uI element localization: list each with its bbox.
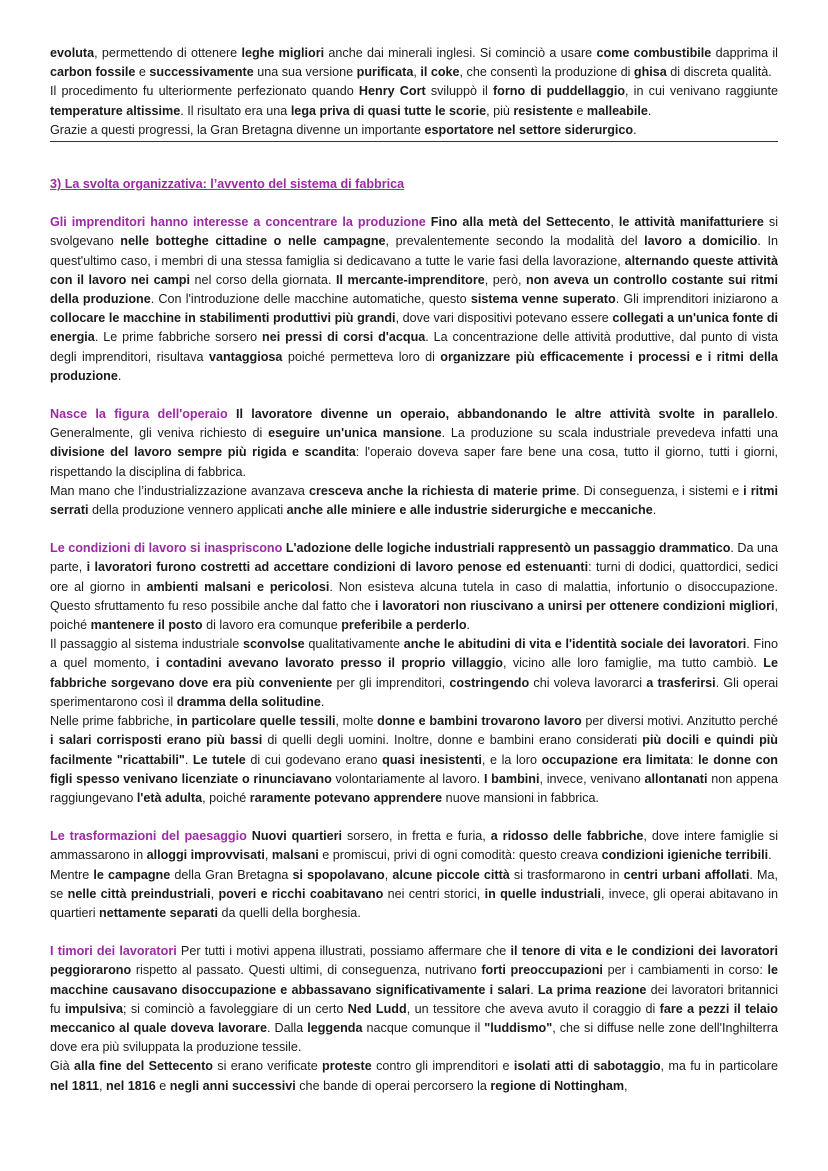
- bold-text: sconvolse: [243, 637, 305, 652]
- text-run: . Di conseguenza, i sistemi e: [576, 483, 744, 498]
- text-run: . Non esisteva alcuna tutela in caso di malattia, infortunio o disoccupazione. Questo sfruttamento fu reso possibile anche dal fatto che: [50, 579, 778, 613]
- section-body: [50, 194, 778, 1096]
- bold-text: regione di Nottingham: [490, 1078, 625, 1093]
- text-run: e: [135, 65, 150, 80]
- text-run: da quelli della borghesia.: [217, 905, 361, 920]
- text-run: ,: [610, 215, 619, 230]
- text-run: nei centri storici,: [383, 886, 485, 901]
- text-run: : turni di dodici, quattordici, sedici ore al giorno in: [50, 560, 779, 594]
- bold-text: alternando queste attività con il lavoro nei campi: [50, 253, 778, 287]
- bold-text: il posto: [157, 618, 203, 633]
- bold-text: impulsiva: [64, 1001, 123, 1016]
- paragraph: [50, 213, 778, 386]
- text-run: sviluppò il: [425, 84, 493, 99]
- bold-text: Nuovi quartieri: [251, 829, 343, 844]
- bold-text: forti preoccupazioni: [481, 963, 603, 978]
- text-run: nuove mansioni in fabbrica.: [442, 790, 600, 805]
- bold-text: i lavoratori non riuscivano a unirsi per ottenere condizioni migliori: [374, 598, 775, 613]
- text-run: si trasformarono in: [509, 867, 624, 882]
- text-run: di cui godevano erano: [245, 752, 383, 767]
- bold-text: nel 1816: [106, 1078, 156, 1093]
- bold-text: Le tutele: [192, 752, 246, 767]
- text-run: ; si cominciò a favoleggiare di un certo: [122, 1001, 348, 1016]
- text-run: .: [117, 368, 122, 383]
- bold-text: temperature altissime: [50, 103, 181, 118]
- bold-text: Il lavoratore divenne un operaio, abbandonando le altre attività svolte in parallelo: [236, 407, 775, 422]
- text-run: rispetto al passato. Questi ultimi, di conseguenza, nutrivano: [131, 963, 482, 978]
- bold-text: malsani: [271, 848, 319, 863]
- paragraph: [50, 866, 778, 924]
- text-run: ,: [210, 886, 219, 901]
- bold-text: nelle botteghe cittadine o nelle campagne: [120, 234, 386, 249]
- bold-text: dramma della solitudine: [176, 694, 321, 709]
- bold-text: Fino alla metà del Settecento: [430, 215, 611, 230]
- bold-text: L'adozione delle logiche industriali rappresentò un passaggio drammatico: [285, 541, 731, 556]
- subheading-lead: I timori dei lavoratori: [50, 944, 177, 959]
- bold-text: isolati atti di sabotaggio: [513, 1059, 661, 1074]
- bold-text: anche le abitudini di vita e l'identità sociale dei lavoratori: [403, 637, 747, 652]
- paragraph: [50, 1057, 778, 1095]
- bold-text: negli anni successivi: [169, 1078, 296, 1093]
- text-run: Man mano che l’industrializzazione avanzava: [50, 483, 309, 498]
- text-run: .: [768, 848, 772, 863]
- bold-text: fare a pezzi il telaio meccanico al quale doveva lavorare: [50, 1001, 778, 1035]
- bold-text: i salari corrisposti erano più bassi: [50, 733, 263, 748]
- paragraph: [50, 44, 778, 82]
- subheading-lead: Le condizioni di lavoro si inaspriscono: [50, 541, 283, 556]
- spacer: [50, 808, 778, 827]
- bold-text: le attività manifatturiere: [618, 215, 764, 230]
- bold-text: anche alle miniere e alle industrie siderurgiche e meccaniche: [286, 503, 653, 518]
- bold-text: eseguire un'unica mansione: [268, 426, 442, 441]
- bold-text: Ned Ludd: [347, 1001, 407, 1016]
- text-run: .: [652, 503, 657, 518]
- intro-section: [50, 44, 778, 142]
- bold-text: nettamente separati: [99, 905, 218, 920]
- subheading-lead: Le trasformazioni del paesaggio: [50, 829, 247, 844]
- text-run: , molte: [335, 714, 378, 729]
- bold-text: raramente potevano apprendere: [249, 790, 443, 805]
- text-run: , che consentì la produzione di: [459, 65, 634, 80]
- bold-text: centri urbani affollati: [623, 867, 750, 882]
- text-run: di lavoro era comunque: [202, 618, 342, 633]
- text-run: per diversi motivi. Anzitutto perché: [581, 714, 778, 729]
- text-run: :: [690, 752, 699, 767]
- text-run: dei lavoratori britannici fu: [50, 982, 778, 1016]
- bold-text: le campagne: [93, 867, 171, 882]
- bold-text: collegati a un'unica fonte di energia: [50, 311, 779, 345]
- text-run: di discreta qualità.: [666, 65, 772, 80]
- text-run: e: [155, 1078, 170, 1093]
- bold-text: condizioni igieniche terribili: [601, 848, 769, 863]
- bold-text: il coke: [420, 65, 460, 80]
- text-run: , che si diffuse nelle zone dell'Inghilterra dove era più sviluppata la produzione tessile.: [50, 1020, 778, 1055]
- spacer: [50, 386, 778, 405]
- bold-text: forno di puddellaggio: [492, 84, 626, 99]
- bold-text: resistente: [513, 103, 573, 118]
- text-run: una sua versione: [253, 65, 357, 80]
- bold-text: nel 1811: [50, 1078, 100, 1093]
- text-run: della produzione vennero applicati: [88, 503, 287, 518]
- bold-text: a ridosso delle fabbriche: [490, 829, 644, 844]
- text-run: , poiché: [50, 598, 778, 633]
- bold-text: il tenore di vita e le condizioni dei lavoratori peggiorarono: [50, 944, 778, 978]
- text-run: ,: [624, 1078, 628, 1093]
- bold-text: proteste: [322, 1059, 372, 1074]
- paragraph: [50, 482, 778, 520]
- bold-text: come combustibile: [596, 46, 712, 60]
- text-run: .: [530, 982, 538, 997]
- bold-text: costringendo: [449, 675, 530, 690]
- text-run: . Le prime fabbriche sorsero: [94, 330, 263, 345]
- bold-text: evoluta: [50, 46, 95, 60]
- text-run: contro gli imprenditori e: [371, 1059, 514, 1074]
- text-run: nacque comunque il: [362, 1020, 485, 1035]
- text-run: Nelle prime fabbriche,: [50, 714, 177, 729]
- bold-text: esportatore nel settore siderurgico: [424, 122, 634, 137]
- bold-text: l'età adulta: [136, 790, 203, 805]
- bold-text: I bambini: [483, 771, 540, 786]
- paragraph: [50, 712, 778, 808]
- text-run: si svolgevano: [50, 215, 779, 249]
- text-run: e: [572, 103, 587, 118]
- bold-text: nelle città preindustriali: [67, 886, 211, 901]
- text-run: . Ma, se: [50, 867, 778, 901]
- bold-text: in particolare quelle tessili: [176, 714, 336, 729]
- paragraph: [50, 82, 778, 120]
- text-run: , vicino alle loro famiglie, ma tutto cambiò.: [502, 656, 764, 671]
- spacer: [50, 923, 778, 942]
- text-run: , invece, gli operai abitavano in quartieri: [50, 886, 779, 920]
- bold-text: allontanati: [644, 771, 708, 786]
- bold-text: ambienti malsani e pericolosi: [146, 579, 330, 594]
- text-run: .: [466, 618, 471, 633]
- bold-text: più docili e quindi più facilmente "ricattabili": [50, 733, 778, 767]
- text-run: : l'operaio doveva saper fare bene una cosa, tutto il giorno, tutti i giorni, rispettando la disciplina di fabbrica.: [50, 445, 778, 479]
- text-run: dapprima il: [711, 46, 778, 60]
- bold-text: lavoro a domicilio: [644, 234, 758, 249]
- text-run: e promiscui, privi di ogni comodità: questo creava: [318, 848, 602, 863]
- paragraph: [50, 942, 778, 1057]
- bold-text: "luddismo": [484, 1020, 553, 1035]
- bold-text: nei pressi di corsi d'acqua: [262, 330, 426, 345]
- bold-text: non aveva un controllo costante sui ritmi della produzione: [50, 272, 779, 307]
- text-run: , in cui venivano raggiunte: [625, 84, 778, 99]
- bold-text: ghisa: [633, 65, 667, 80]
- text-run: Il passaggio al sistema industriale: [50, 637, 243, 652]
- bold-text: alcune piccole città: [392, 867, 510, 882]
- text-run: ,: [384, 867, 393, 882]
- spacer: [50, 520, 778, 539]
- text-run: , però,: [484, 272, 527, 287]
- bold-text: occupazione era limitata: [541, 752, 691, 767]
- subheading-lead: Gli imprenditori hanno interesse a concentrare la produzione: [50, 215, 426, 230]
- paragraph: [50, 121, 778, 142]
- text-run: . Gli operai sperimentarono così il: [50, 675, 779, 709]
- text-run: ,: [99, 1078, 107, 1093]
- text-run: Il procedimento fu ulteriormente perfezionato quando: [50, 84, 359, 99]
- bold-text: malleabile: [586, 103, 648, 118]
- bold-text: quasi inesistenti: [382, 752, 482, 767]
- text-run: ,: [264, 848, 272, 863]
- text-run: che bande di operai percorsero la: [295, 1078, 491, 1093]
- bold-text: preferibile a perderlo: [341, 618, 467, 633]
- bold-text: alloggi improvvisati: [146, 848, 265, 863]
- text-run: [228, 407, 236, 421]
- bold-text: leggenda: [307, 1020, 363, 1035]
- paragraph: [50, 827, 778, 865]
- bold-text: mantenere: [90, 618, 155, 633]
- paragraph: [50, 635, 778, 712]
- bold-text: i contadini avevano lavorato presso il proprio villaggio: [155, 656, 503, 671]
- text-run: . La concentrazione delle attività produttive, dal punto di vista degli imprenditori, risultava: [50, 330, 778, 364]
- text-run: poiché permetteva loro di: [282, 349, 441, 364]
- spacer: [50, 194, 778, 213]
- text-run: , permettendo di ottenere: [94, 46, 242, 60]
- text-run: Grazie a questi progressi, la Gran Bretagna divenne un importante: [50, 122, 425, 137]
- bold-text: in quelle industriali: [484, 886, 601, 901]
- text-run: , più: [486, 103, 514, 118]
- text-run: , prevalentemente secondo la modalità del: [385, 234, 645, 249]
- bold-text: collocare le macchine in stabilimenti produttivi più grandi: [50, 311, 396, 326]
- text-run: . Con l'introduzione delle macchine automatiche, questo: [150, 292, 471, 307]
- text-run: . Generalmente, gli veniva richiesto di: [50, 407, 779, 441]
- bold-text: si spopolavano: [292, 867, 385, 882]
- text-run: , dove vari dispositivi potevano essere: [395, 311, 613, 326]
- text-run: , poiché: [202, 790, 250, 805]
- bold-text: leghe migliori: [241, 46, 325, 60]
- text-run: volontariamente al lavoro.: [331, 771, 484, 786]
- text-run: sorsero, in fretta e furia,: [342, 829, 491, 844]
- text-run: . Fino a quel momento,: [50, 637, 778, 671]
- section-title: 3) La svolta organizzativa: l’avvento del sistema di fabbrica: [50, 177, 405, 192]
- bold-text: divisione del lavoro sempre più rigida e scandita: [50, 445, 356, 460]
- text-run: .: [184, 752, 193, 767]
- text-run: .: [633, 122, 637, 137]
- text-run: qualitativamente: [304, 637, 404, 652]
- bold-text: purificata: [356, 65, 414, 80]
- bold-text: lega priva di quasi tutte le scorie: [290, 103, 487, 118]
- bold-text: le macchine causavano disoccupazione e abbassavano significativamente i salari: [50, 963, 779, 997]
- text-run: .: [647, 103, 652, 118]
- bold-text: poveri e ricchi coabitavano: [218, 886, 384, 901]
- text-run: anche dai minerali inglesi. Si cominciò a usare: [324, 46, 597, 60]
- bold-text: vantaggiosa: [208, 349, 283, 364]
- text-run: della Gran Bretagna: [170, 867, 293, 882]
- text-run: Per tutti i motivi appena illustrati, possiamo affermare che: [176, 944, 511, 959]
- text-run: . Dalla: [266, 1020, 308, 1035]
- text-run: . Il risultato era una: [180, 103, 291, 118]
- text-run: chi voleva lavorarci: [529, 675, 647, 690]
- text-run: .: [320, 694, 325, 709]
- text-run: Già: [50, 1059, 74, 1074]
- text-run: , dove intere famiglie si ammassarono in: [50, 829, 778, 863]
- paragraph: [50, 539, 778, 635]
- text-run: ,: [413, 65, 421, 80]
- text-run: . Gli imprenditori iniziarono a: [615, 292, 778, 307]
- text-run: per gli imprenditori,: [332, 675, 450, 690]
- subheading-lead: Nasce la figura dell'operaio: [50, 407, 228, 422]
- text-run: non appena raggiungevano: [50, 771, 778, 805]
- bold-text: Henry Cort: [358, 84, 426, 99]
- text-run: , un tessitore che aveva avuto il coraggio di: [406, 1001, 660, 1016]
- text-run: , invece, venivano: [539, 771, 645, 786]
- text-run: . Da una parte,: [50, 541, 778, 575]
- text-run: , e la loro: [481, 752, 542, 767]
- bold-text: sistema venne superato: [470, 292, 616, 307]
- text-run: , ma fu in particolare: [660, 1059, 778, 1074]
- bold-text: i lavoratori furono costretti ad accettare condizioni di lavoro penose ed estenuanti: [86, 560, 589, 575]
- bold-text: successivamente: [149, 65, 254, 80]
- bold-text: i ritmi serrati: [50, 483, 779, 518]
- bold-text: carbon fossile: [50, 65, 136, 80]
- text-run: per i cambiamenti in corso:: [602, 963, 768, 978]
- bold-text: alla fine del Settecento: [73, 1059, 213, 1074]
- bold-text: Le fabbriche sorgevano dove era più conveniente: [50, 656, 778, 690]
- text-run: . La produzione su scala industriale prevedeva infatti una: [441, 426, 778, 441]
- bold-text: le donne con figli spesso venivano licenziate o rinunciavano: [50, 752, 778, 786]
- text-run: Mentre: [50, 867, 94, 882]
- bold-text: Il mercante-imprenditore: [336, 272, 485, 287]
- text-run: . In quest'ultimo caso, i membri di una stessa famiglia si dedicavano a tutte le varie fasi della lavorazione,: [50, 234, 778, 268]
- bold-text: La prima reazione: [537, 982, 647, 997]
- text-run: si erano verificate: [212, 1059, 323, 1074]
- bold-text: cresceva anche la richiesta di materie prime: [308, 483, 577, 498]
- bold-text: donne e bambini trovarono lavoro: [377, 714, 582, 729]
- paragraph: [50, 405, 778, 482]
- text-run: di quelli degli uomini. Inoltre, donne e bambini erano considerati: [262, 733, 643, 748]
- spacer: [50, 156, 778, 175]
- text-run: nel corso della giornata.: [190, 272, 336, 287]
- bold-text: organizzare più efficacemente i processi e i ritmi della produzione: [50, 349, 778, 383]
- bold-text: a trasferirsi: [646, 675, 716, 690]
